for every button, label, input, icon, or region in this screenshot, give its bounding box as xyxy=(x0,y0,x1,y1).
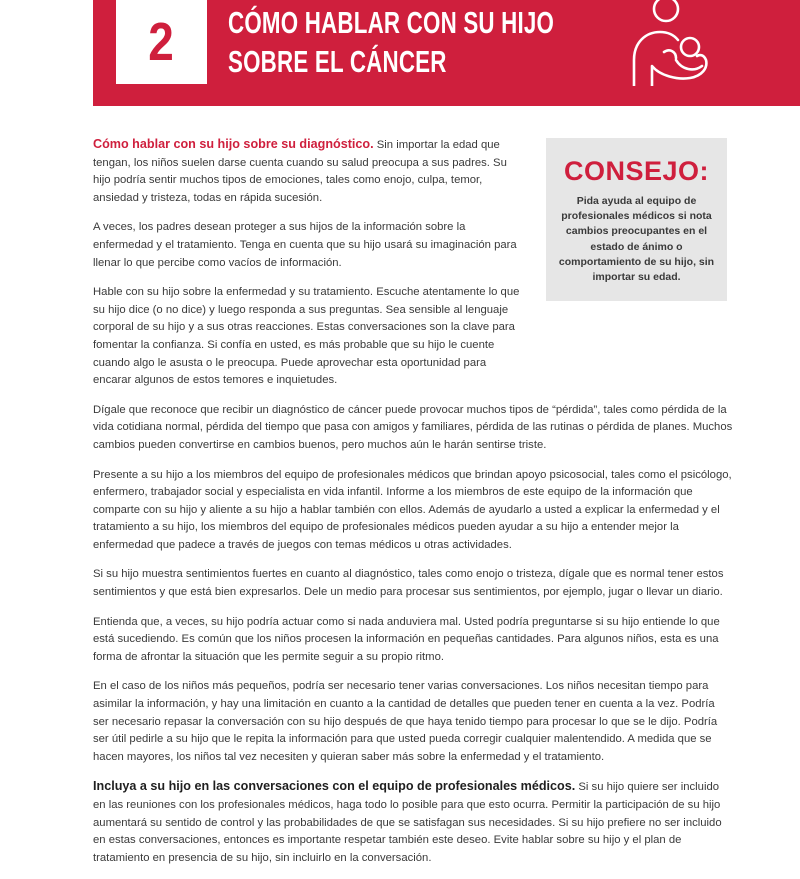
paragraph-younger-children: En el caso de los niños más pequeños, podría ser necesario tener varias conversaciones. Los niños necesitan tiempo para asimilar la información, y hay una limitación en cuanto a la cantidad de detalles que pueden tener en cuenta a la vez. Podría ser necesario repasar la conversación con su hijo después de que haya tenido tiempo para procesar lo que se le dijo. Podría ser útil pedirle a su hijo que le repita la información para que usted pueda corregir cualquier malentendido. A medida que se hacen mayores, los niños tal vez necesiten y quieran saber más sobre la enfermedad y el tratamiento. xyxy=(93,680,718,763)
section-heading-include-child: Incluya a su hijo en las conversaciones con el equipo de profesionales médicos. xyxy=(93,779,576,794)
paragraph-text: Sin importar la edad que tengan, los niños suelen darse cuenta cuando su salud preocupa a sus padres. Su hijo podría sentir muchos tipos de emociones, tales como enojo, culpa, temor, ansiedad y tristeza, todas en rápida sucesión. xyxy=(93,139,507,204)
paragraph-include-child xyxy=(93,778,733,867)
paragraph-parents-protect: A veces, los padres desean proteger a sus hijos de la información sobre la enfermedad y el tratamiento. Tenga en cuenta que su hijo usará su imaginación para llenar lo que percibe como vacíos de información. xyxy=(93,221,517,269)
paragraph-care-team: Presente a su hijo a los miembros del equipo de profesionales médicos que brindan apoyo psicosocial, tales como el psicólogo, enfermero, trabajador social y especialista en vida infantil. Informe a los miembros de este equipo de la información que comparte con su hijo y aliente a su hijo a hablar también con ellos. Además de ayudarlo a usted a explicar la enfermedad y el tratamiento a su hijo, los miembros del equipo de profesionales médicos pueden ayudar a su hijo a entender mejor la enfermedad que padece a través de juegos con temas médicos u otras actividades. xyxy=(93,468,732,551)
paragraph-talk-with-child: Hable con su hijo sobre la enfermedad y su tratamiento. Escuche atentamente lo que su hijo dice (o no dice) y luego responda a sus preguntas. Sea sensible al lenguaje corporal de su hijo y a sus otras reacciones. Estas conversaciones son la clave para fomentar la confianza. Si confía en usted, es más probable que su hijo le cuente cuando algo le asusta o le preocupa. Puede aprovechar esta oportunidad para encarar algunos de estos temores e inquietudes. xyxy=(93,286,520,387)
tip-title: CONSEJO: xyxy=(563,156,710,186)
tip-text: Pida ayuda al equipo de profesionales médicos si nota cambios preocupantes en el estado de ánimo o comportamiento de su hijo, sin importar su edad. xyxy=(558,195,715,284)
section-heading-diagnosis: Cómo hablar con su hijo sobre su diagnóstico. xyxy=(93,137,374,151)
chapter-title-line1: CÓMO HABLAR CON SU HIJO xyxy=(228,5,555,40)
paragraph-acting-normal: Entienda que, a veces, su hijo podría actuar como si nada anduviera mal. Usted podría preguntarse si su hijo entiende lo que está sucediendo. Es común que los niños procesen la información en pequeñas cantidades. Para algunos niños, esta es una forma de afrontar la situación que les permite seguir a su propio ritmo. xyxy=(93,615,720,663)
article-body xyxy=(93,136,733,879)
chapter-title-line2: SOBRE EL CÁNCER xyxy=(228,44,447,79)
paragraph-text: Si su hijo quiere ser incluido en las reuniones con los profesionales médicos, haga todo lo posible para que esto ocurra. Permitir la participación de su hijo aumentará su sentido de control y las probabilidades de que se satisfagan sus necesidades. Si su hijo prefiere no ser incluido en estas conversaciones, entonces es importante respetar también este deseo. Evite hablar sobre su hijo y el plan de tratamiento en presencia de su hijo, sin incluirlo en la conversación. xyxy=(93,781,722,864)
paragraph-loss: Dígale que reconoce que recibir un diagnóstico de cáncer puede provocar muchos tipos de “pérdida”, tales como pérdida de la vida cotidiana normal, pérdida del tiempo que pasa con amigos y familiares, pérdida de las rutinas o pérdida de planes. Muchos cambios pueden convertirse en cambios buenos, pero muchos aún le harán sentirse triste. xyxy=(93,403,733,451)
chapter-number-box xyxy=(116,0,207,84)
chapter-number: 2 xyxy=(148,12,175,72)
chapter-title xyxy=(228,3,554,81)
paragraph-strong-feelings: Si su hijo muestra sentimientos fuertes en cuanto al diagnóstico, tales como enojo o tristeza, dígale que es normal tener estos sentimientos y que está bien expresarlos. Dele un medio para procesar sus sentimientos, por ejemplo, jugar o llevar un diario. xyxy=(93,568,724,599)
parent-holding-child-icon xyxy=(630,0,712,86)
paragraph-diagnosis xyxy=(93,136,521,207)
